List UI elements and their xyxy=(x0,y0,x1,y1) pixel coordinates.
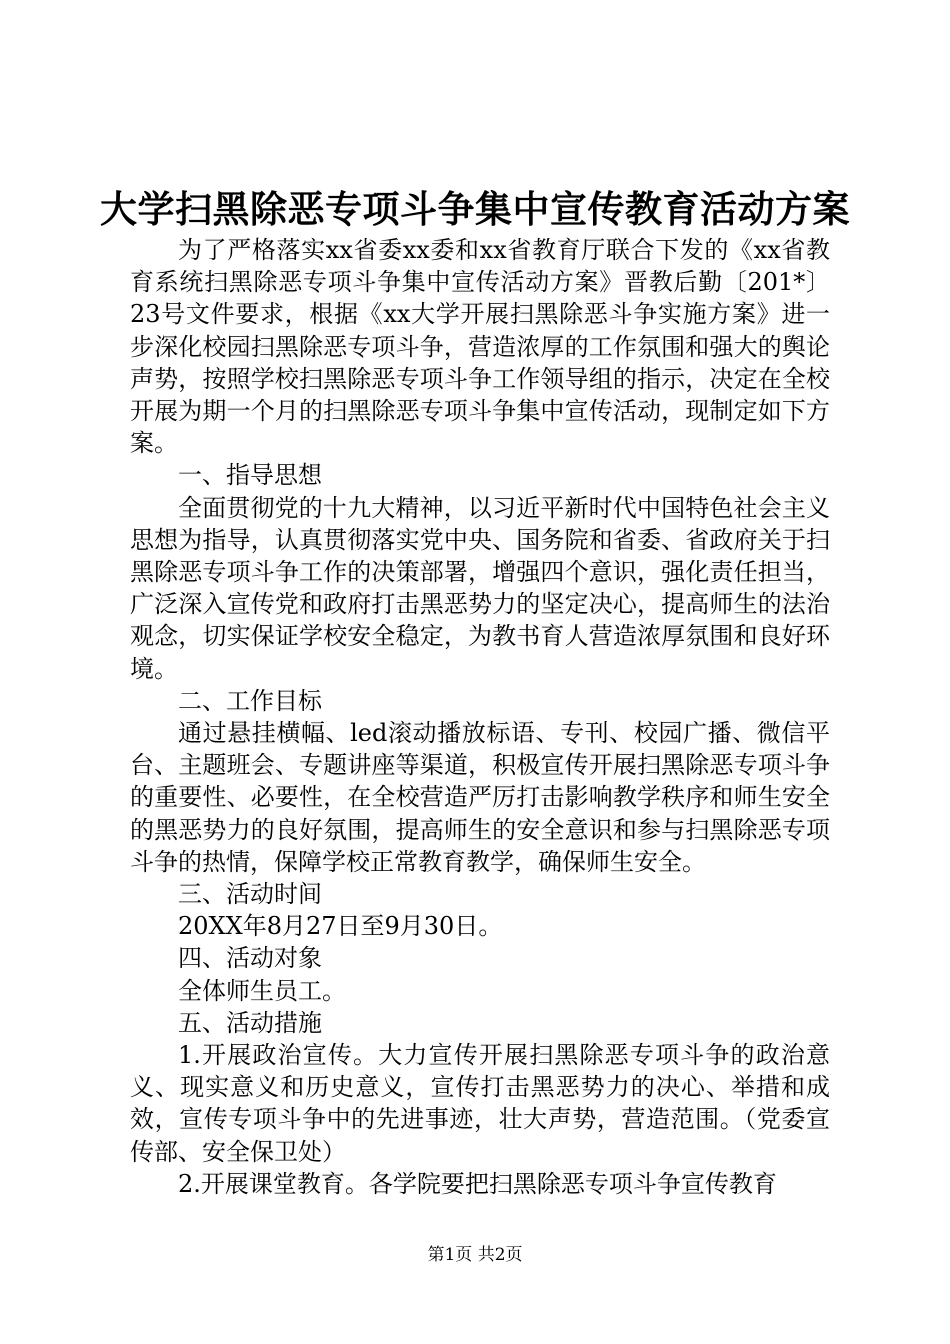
intro-paragraph: 为了严格落实xx省委xx委和xx省教育厅联合下发的《xx省教育系统扫黑除恶专项斗争集中宣传活动方案》晋教后勤〔201*〕23号文件要求，根据《xx大学开展扫黑除恶斗争实施方案》进一步深化校园扫黑除恶专项斗争，营造浓厚的工作氛围和强大的舆论声势，按照学校扫黑除恶专项斗争工作领导组的指示，决定在全校开展为期一个月的扫黑除恶专项斗争集中宣传活动，现制定如下方案。 xyxy=(130,236,830,458)
page-number-footer: 第1页 共2页 xyxy=(427,1245,523,1265)
guiding-ideology-paragraph: 全面贯彻党的十九大精神，以习近平新时代中国特色社会主义思想为指导，认真贯彻落实党中央、国务院和省委、省政府关于扫黑除恶专项斗争工作的决策部署，增强四个意识，强化责任担当，广泛深入宣传党和政府打击黑恶势力的坚定决心，提高师生的法治观念，切实保证学校安全稳定，为教书育人营造浓厚氛围和良好环境。 xyxy=(130,493,830,683)
work-goals-paragraph: 通过悬挂横幅、led滚动播放标语、专刊、校园广播、微信平台、主题班会、专题讲座等渠道，积极宣传开展扫黑除恶专项斗争的重要性、必要性，在全校营造严厉打击影响教学秩序和师生安全的黑恶势力的良好氛围，提高师生的安全意识和参与扫黑除恶专项斗争的热情，保障学校正常教育教学，确保师生安全。 xyxy=(130,719,830,876)
section-heading-activity-measures: 五、活动措施 xyxy=(178,1008,322,1037)
section-heading-activity-time: 三、活动时间 xyxy=(178,880,322,909)
section-heading-activity-target: 四、活动对象 xyxy=(178,944,322,973)
section-heading-guiding-ideology: 一、指导思想 xyxy=(178,461,322,490)
document-title: 大学扫黑除恶专项斗争集中宣传教育活动方案 xyxy=(100,187,850,231)
measure-item-2: 2.开展课堂教育。各学院要把扫黑除恶专项斗争宣传教育 xyxy=(178,1169,777,1198)
document-body xyxy=(130,234,830,1200)
activity-time-paragraph: 20XX年8月27日至9月30日。 xyxy=(178,912,503,941)
measure-item-1: 1.开展政治宣传。大力宣传开展扫黑除恶专项斗争的政治意义、现实意义和历史意义，宣传打击黑恶势力的决心、举措和成效，宣传专项斗争中的先进事迹，壮大声势，营造范围。（党委宣传部、安全保卫处） xyxy=(130,1041,830,1166)
section-heading-work-goals: 二、工作目标 xyxy=(178,686,322,715)
activity-target-paragraph: 全体师生员工。 xyxy=(178,976,346,1005)
